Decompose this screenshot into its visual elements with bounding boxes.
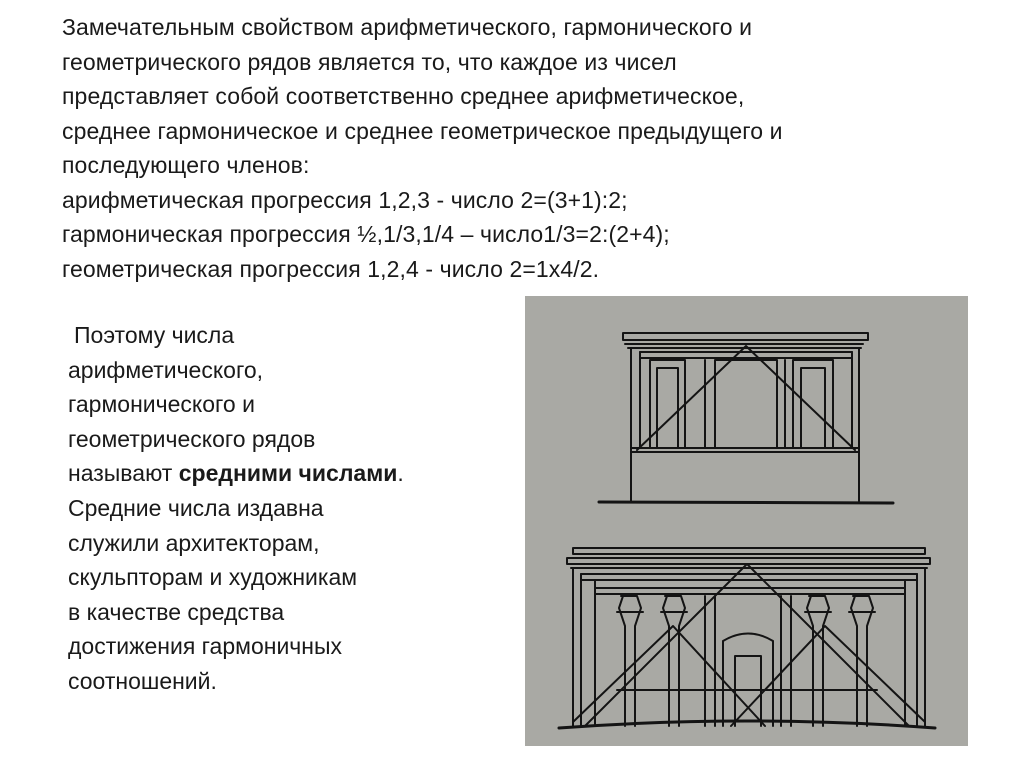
intro-line: последующего членов: [62,152,310,178]
upper-facade [599,333,893,503]
harmonic-progression-line: гармоническая прогрессия ½,1/3,1/4 – число1/3=2:(2+4); [62,221,670,247]
conclusion-line: служили архитекторам, [68,529,320,556]
conclusion-line: арифметического, [68,356,264,383]
conclusion-text: . [397,460,404,487]
highlighted-term: средними числами [178,460,398,487]
conclusion-text: называют [68,460,179,487]
conclusion-line: в качестве средства [68,598,285,625]
lower-facade [559,548,935,728]
arithmetic-progression-line: арифметическая прогрессия 1,2,3 - число 2=(3+1):2; [62,186,628,213]
conclusion-line: геометрического рядов [68,425,316,452]
conclusion-line: гармонического и [68,391,255,418]
intro-line: среднее гармоническое и среднее геометрическое предыдущего и [62,117,783,144]
temple-facade-proportions-image [525,296,968,746]
intro-paragraph [62,10,982,286]
conclusion-line: скульпторам и художникам [68,564,358,591]
conclusion-line: достижения гармоничных [68,633,343,660]
intro-line: геометрического рядов является то, что каждое из чисел [62,48,677,75]
intro-line: Замечательным свойством арифметического, гармонического и [62,14,753,40]
conclusion-line: Поэтому числа [74,322,235,348]
conclusion-line: Средние числа издавна [68,494,324,521]
conclusion-line: соотношений. [68,667,217,694]
conclusion-paragraph [68,318,508,699]
intro-line: представляет собой соответственно среднее арифметическое, [62,83,745,109]
conclusion-line [68,456,508,491]
geometric-progression-line: геометрическая прогрессия 1,2,4 - число 2=1х4/2. [62,255,600,282]
temple-facade-drawing [525,296,968,746]
